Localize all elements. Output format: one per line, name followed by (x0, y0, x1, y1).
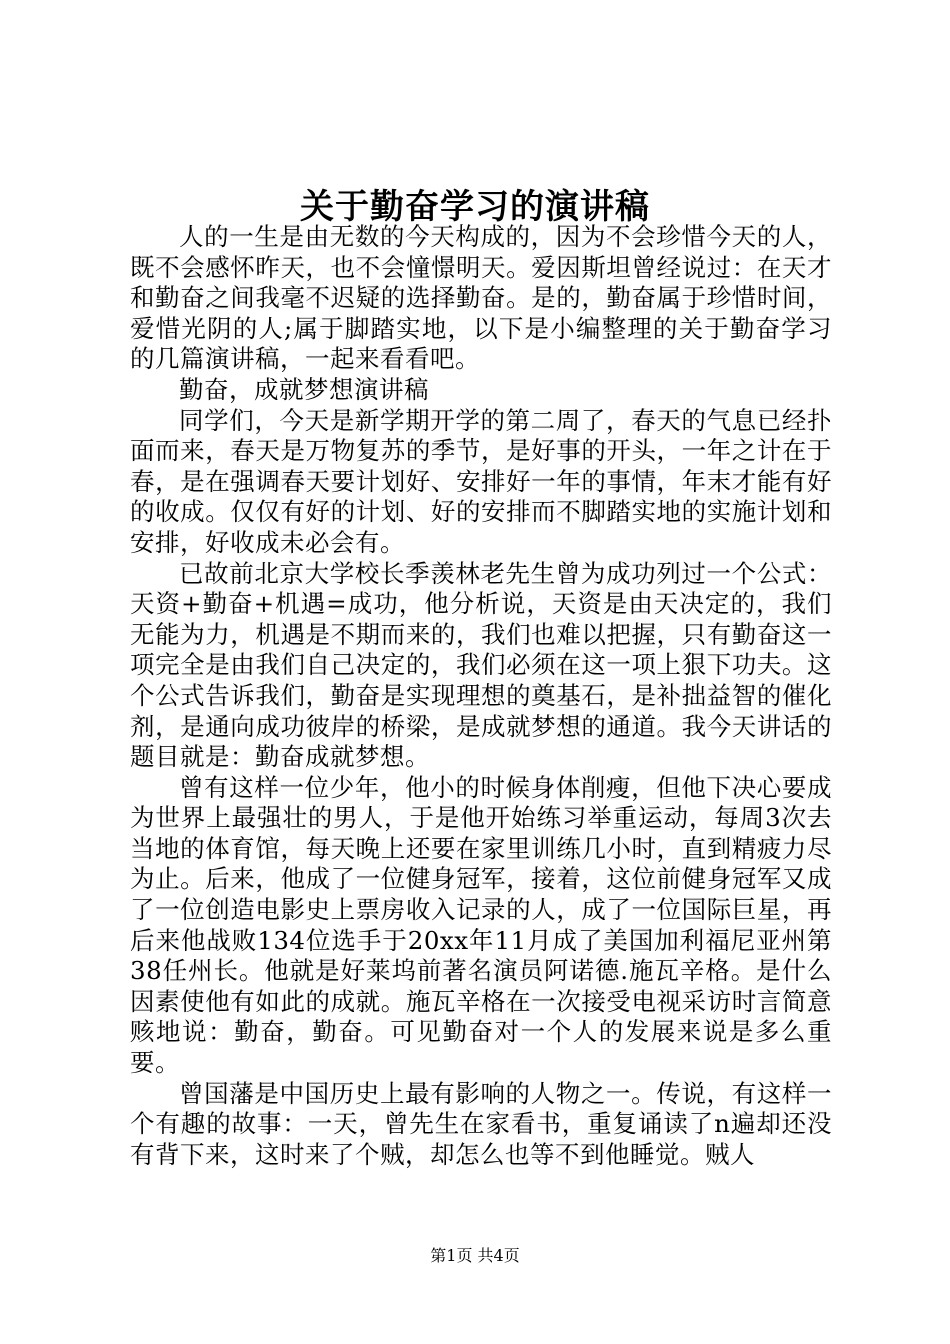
page-number-footer: 第1页 共4页 (430, 1246, 520, 1265)
body-paragraph: 曾有这样一位少年，他小的时候身体削瘦，但他下决心要成为世界上最强壮的男人，于是他开始练习举重运动，每周3次去当地的体育馆，每天晚上还要在家里训练几小时，直到精疲力尽为止。后来，他成了一位健身冠军，接着，这位前健身冠军又成了一位创造电影史上票房收入记录的人，成了一位国际巨星，再后来他战败134位选手于20xx年11月成了美国加利福尼亚州第38任州长。他就是好莱坞前著名演员阿诺德.施瓦辛格。是什么因素使他有如此的成就。施瓦辛格在一次接受电视采访时言简意赅地说：勤奋，勤奋。可见勤奋对一个人的发展来说是多么重要。 (130, 772, 832, 1078)
body-paragraph: 曾国藩是中国历史上最有影响的人物之一。传说，有这样一个有趣的故事：一天，曾先生在家看书，重复诵读了n遍却还没有背下来，这时来了个贼，却怎么也等不到他睡觉。贼人 (130, 1078, 832, 1169)
intro-paragraph: 人的一生是由无数的今天构成的，因为不会珍惜今天的人，既不会感怀昨天，也不会憧憬明天。爱因斯坦曾经说过：在天才和勤奋之间我毫不迟疑的选择勤奋。是的，勤奋属于珍惜时间，爱惜光阴的人;属于脚踏实地，以下是小编整理的关于勤奋学习的几篇演讲稿，一起来看看吧。 (130, 222, 832, 374)
section-heading: 勤奋，成就梦想演讲稿 (179, 374, 429, 404)
body-paragraph: 同学们，今天是新学期开学的第二周了，春天的气息已经扑面而来，春天是万物复苏的季节，是好事的开头，一年之计在于春，是在强调春天要计划好、安排好一年的事情，年末才能有好的收成。仅仅有好的计划、好的安排而不脚踏实地的实施计划和安排，好收成未必会有。 (130, 405, 832, 557)
document-body (130, 222, 832, 1170)
body-paragraph: 已故前北京大学校长季羡林老先生曾为成功列过一个公式：天资+勤奋+机遇=成功，他分析说，天资是由天决定的，我们无能为力，机遇是不期而来的，我们也难以把握，只有勤奋这一项完全是由我们自己决定的，我们必须在这一项上狠下功夫。这个公式告诉我们，勤奋是实现理想的奠基石，是补拙益智的催化剂，是通向成功彼岸的桥梁，是成就梦想的通道。我今天讲话的题目就是：勤奋成就梦想。 (130, 558, 832, 772)
document-title: 关于勤奋学习的演讲稿 (300, 187, 650, 227)
